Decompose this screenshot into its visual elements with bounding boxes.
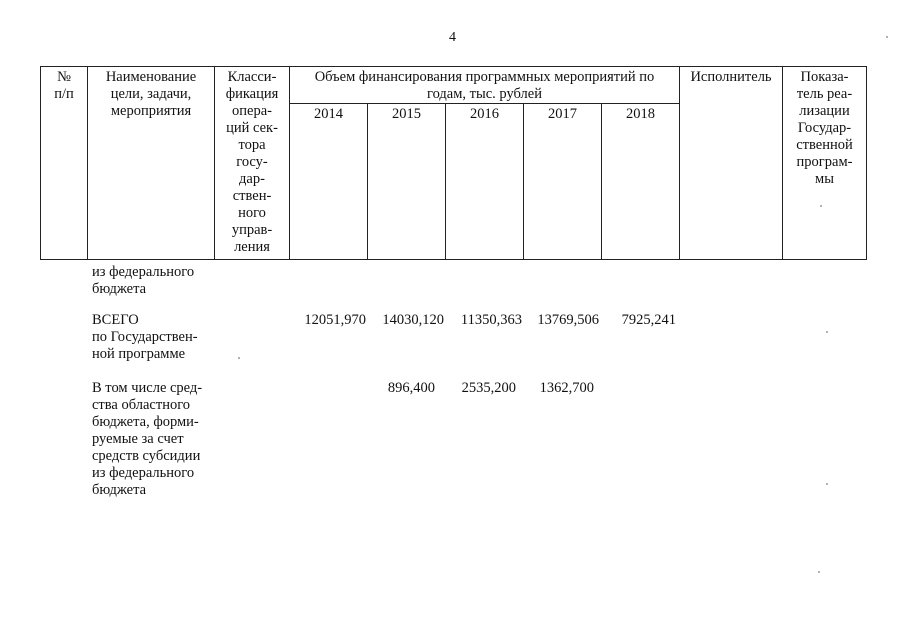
scan-speck: [818, 571, 820, 573]
header-executor: Исполнитель: [680, 67, 783, 260]
header-name: Наименование цели, задачи, мероприятия: [88, 67, 215, 260]
header-year: 2015: [368, 104, 446, 260]
financing-table-header: [40, 66, 867, 260]
header-year: 2017: [524, 104, 602, 260]
scan-speck: [886, 36, 888, 38]
header-funding: Объем финансирования программных мероприятий по годам, тыс. рублей: [290, 67, 680, 104]
row-label: из федерального бюджета: [92, 264, 195, 297]
header-indicator: Показа- тель реа- лизации Государ- ственной програм- мы: [783, 67, 867, 260]
value-2016: 11350,363: [460, 312, 522, 328]
header-year: 2018: [602, 104, 680, 260]
header-classification: Класси- фикация опера- ций сек- тора госу- дар- ствен- ного управ- ления: [215, 67, 290, 260]
value-2015: 896,400: [387, 380, 435, 396]
value-2015: 14030,120: [382, 312, 444, 328]
page-number: 4: [449, 30, 456, 45]
value-2014: 12051,970: [304, 312, 366, 328]
row-label: В том числе сред- ства областного бюджета, форми- руемые за счет средств субсидии из федерального бюджета: [92, 380, 203, 498]
scan-speck: [238, 357, 240, 359]
value-2018: 7925,241: [621, 312, 676, 328]
value-2017: 1362,700: [539, 380, 594, 396]
scan-speck: [826, 483, 828, 485]
value-2017: 13769,506: [537, 312, 599, 328]
header-num: № п/п: [41, 67, 88, 260]
scan-speck: [820, 205, 822, 207]
header-year: 2016: [446, 104, 524, 260]
value-2016: 2535,200: [461, 380, 516, 396]
row-label: ВСЕГО по Государствен- ной программе: [92, 312, 198, 362]
header-year: 2014: [290, 104, 368, 260]
scan-speck: [826, 331, 828, 333]
